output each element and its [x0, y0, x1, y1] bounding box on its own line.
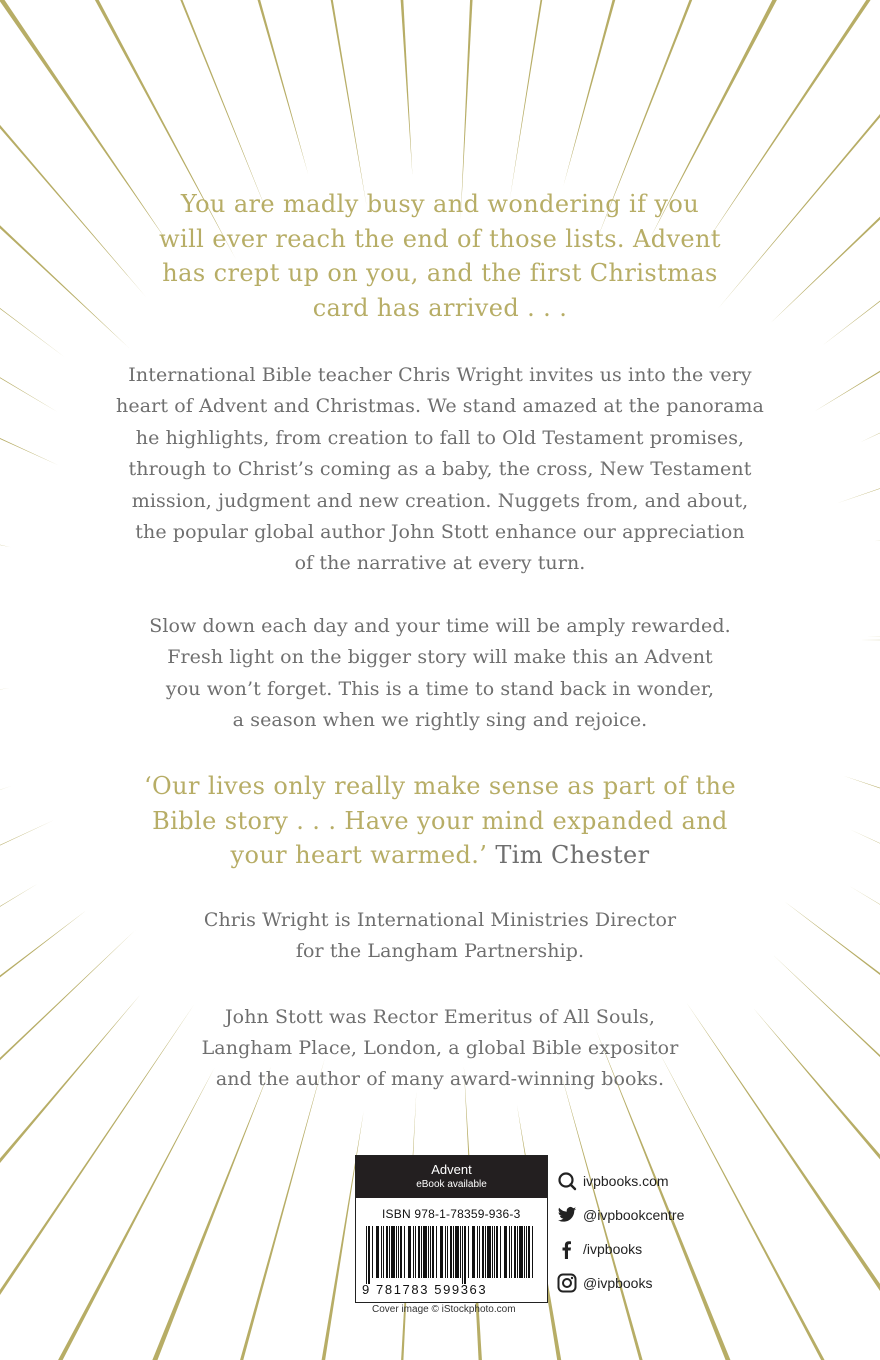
barcode-bar	[418, 1226, 420, 1278]
social-facebook[interactable]	[557, 1232, 757, 1266]
barcode-bar	[408, 1226, 411, 1278]
sunburst-ray	[0, 0, 268, 215]
barcode-bar	[487, 1226, 491, 1278]
intro-line: will ever reach the end of those lists. Advent	[159, 224, 721, 253]
barcode-bar	[482, 1226, 484, 1278]
barcode-bar	[526, 1226, 527, 1278]
sunburst-ray	[243, 1111, 363, 1360]
description-line: through to Christ’s coming as a baby, the cross, New Testament	[128, 458, 752, 481]
description-line: he highlights, from creation to fall to Old Testament promises,	[135, 426, 745, 449]
description-line: of the narrative at every turn.	[294, 552, 586, 575]
bio-line: John Stott was Rector Emeritus of All Souls,	[224, 1006, 656, 1028]
sunburst-ray	[363, 0, 412, 176]
sunburst-ray	[108, 0, 308, 175]
invitation-line: Slow down each day and your time will be amply rewarded.	[149, 615, 731, 637]
barcode-bar	[391, 1226, 395, 1278]
social-label: @ivpbookcentre	[583, 1207, 685, 1223]
barcode-bar	[524, 1226, 525, 1278]
barcode-bar	[428, 1226, 429, 1278]
sunburst-ray	[118, 1057, 325, 1360]
barcode-bar	[462, 1226, 463, 1284]
barcode-bar	[366, 1226, 367, 1284]
barcode-bar	[389, 1226, 390, 1278]
sunburst-ray	[0, 1066, 271, 1360]
sunburst-ray	[236, 0, 367, 207]
barcode-bar	[447, 1226, 448, 1278]
cover-image-credit: Cover image © iStockphoto.com	[372, 1304, 516, 1315]
barcode-bar	[413, 1226, 414, 1278]
bio-line: Chris Wright is International Ministries Director	[203, 909, 677, 931]
bio-line: for the Langham Partnership.	[295, 940, 585, 962]
social-label: @ivpbooks	[583, 1275, 653, 1291]
barcode-bar	[423, 1226, 427, 1278]
barcode-bar	[376, 1226, 379, 1278]
twitter-icon	[557, 1205, 577, 1225]
isbn-text: ISBN 978-1-78359-936-3	[382, 1207, 521, 1221]
intro-line: card has arrived . . .	[312, 293, 568, 322]
social-website[interactable]	[557, 1164, 757, 1198]
barcode-bar	[445, 1226, 446, 1278]
description-line: mission, judgment and new creation. Nuggets from, and about,	[131, 489, 749, 512]
quote-attribution: Tim Chester	[495, 841, 650, 869]
invitation-line: you won’t forget. This is a time to stand back in wonder,	[165, 677, 715, 700]
bio-line: and the author of many award-winning books.	[215, 1068, 665, 1090]
description-line: International Bible teacher Chris Wright invites us into the very	[128, 364, 752, 386]
barcode-bar	[455, 1226, 459, 1278]
barcode-subtitle: eBook available	[416, 1179, 487, 1190]
facebook-icon	[557, 1239, 577, 1259]
sunburst-ray	[0, 1068, 214, 1360]
barcode-bar	[436, 1226, 437, 1278]
barcode-header	[356, 1156, 547, 1198]
barcode-bar	[500, 1226, 501, 1278]
barcode-bar	[509, 1226, 510, 1278]
barcode-bar	[383, 1226, 384, 1278]
barcode-bar	[496, 1226, 498, 1278]
social-label: ivpbooks.com	[583, 1173, 669, 1189]
barcode-bar	[396, 1226, 397, 1278]
barcode-bar	[386, 1226, 388, 1278]
barcode-bar	[415, 1226, 416, 1278]
sunburst-ray	[510, 0, 631, 200]
barcode-bar	[398, 1226, 399, 1278]
author-bio-stott	[0, 1002, 880, 1095]
barcode-bars	[364, 1226, 540, 1284]
barcode-bar	[528, 1226, 530, 1278]
quote-line: ‘Our lives only really make sense as part of the	[144, 772, 736, 800]
barcode-bar	[464, 1226, 466, 1284]
sunburst-ray	[850, 830, 880, 1148]
sunburst-ray	[785, 902, 880, 1360]
intro-paragraph	[0, 187, 880, 325]
web-search-icon	[557, 1171, 577, 1191]
barcode-bar	[381, 1226, 382, 1278]
barcode-bar	[492, 1226, 493, 1278]
barcode-bar	[477, 1226, 478, 1278]
barcode-bar	[511, 1226, 512, 1278]
barcode-bar	[421, 1226, 422, 1278]
barcode-bar	[460, 1226, 461, 1278]
barcode-bar	[400, 1226, 402, 1278]
quote-text: your heart warmed.’	[230, 841, 488, 869]
barcode-bar	[517, 1226, 518, 1278]
intro-line: You are madly busy and wondering if you	[180, 190, 700, 218]
sunburst-ray	[0, 911, 86, 1360]
endorsement-quote	[0, 769, 880, 873]
barcode-bar	[519, 1226, 523, 1278]
barcode-bar	[494, 1226, 495, 1278]
barcode-bar	[430, 1226, 431, 1278]
description-line: heart of Advent and Christmas. We stand amazed at the panorama	[116, 395, 764, 418]
description-line: the popular global author John Stott enhance our appreciation	[135, 521, 745, 544]
quote-line	[0, 838, 880, 873]
author-bio-wright	[0, 905, 880, 967]
barcode-bar	[450, 1226, 452, 1278]
barcode-bar	[472, 1226, 475, 1278]
barcode-bar	[440, 1226, 443, 1278]
social-links	[557, 1164, 757, 1300]
barcode-digits: 9 781783 599363	[362, 1282, 488, 1297]
invitation-paragraph	[0, 611, 880, 737]
barcode-title: Advent	[431, 1162, 472, 1177]
barcode-bar	[404, 1226, 405, 1278]
barcode-bar	[372, 1226, 373, 1278]
barcode-bar	[504, 1226, 507, 1278]
instagram-icon	[557, 1273, 577, 1293]
description-paragraph	[0, 360, 880, 580]
invitation-line: a season when we rightly sing and rejoice.	[232, 709, 648, 732]
barcode-bar	[468, 1226, 469, 1278]
barcode-bar	[485, 1226, 486, 1278]
barcode-bar	[514, 1226, 516, 1278]
sunburst-ray	[563, 0, 759, 186]
barcode-bar	[532, 1226, 533, 1278]
barcode-bar	[453, 1226, 454, 1278]
barcode-bar	[479, 1226, 480, 1278]
social-twitter[interactable]	[557, 1198, 757, 1232]
social-label: /ivpbooks	[583, 1241, 643, 1257]
barcode-panel	[355, 1155, 548, 1303]
intro-line: has crept up on you, and the first Christmas	[162, 259, 718, 287]
invitation-line: Fresh light on the bigger story will make this an Advent	[167, 646, 713, 669]
social-instagram[interactable]	[557, 1266, 757, 1300]
barcode-bar	[368, 1226, 370, 1284]
quote-line: Bible story . . . Have your mind expanded and	[152, 806, 728, 835]
bio-line: Langham Place, London, a global Bible expositor	[201, 1037, 679, 1059]
sunburst-ray	[0, 930, 136, 1360]
barcode-bar	[432, 1226, 434, 1278]
